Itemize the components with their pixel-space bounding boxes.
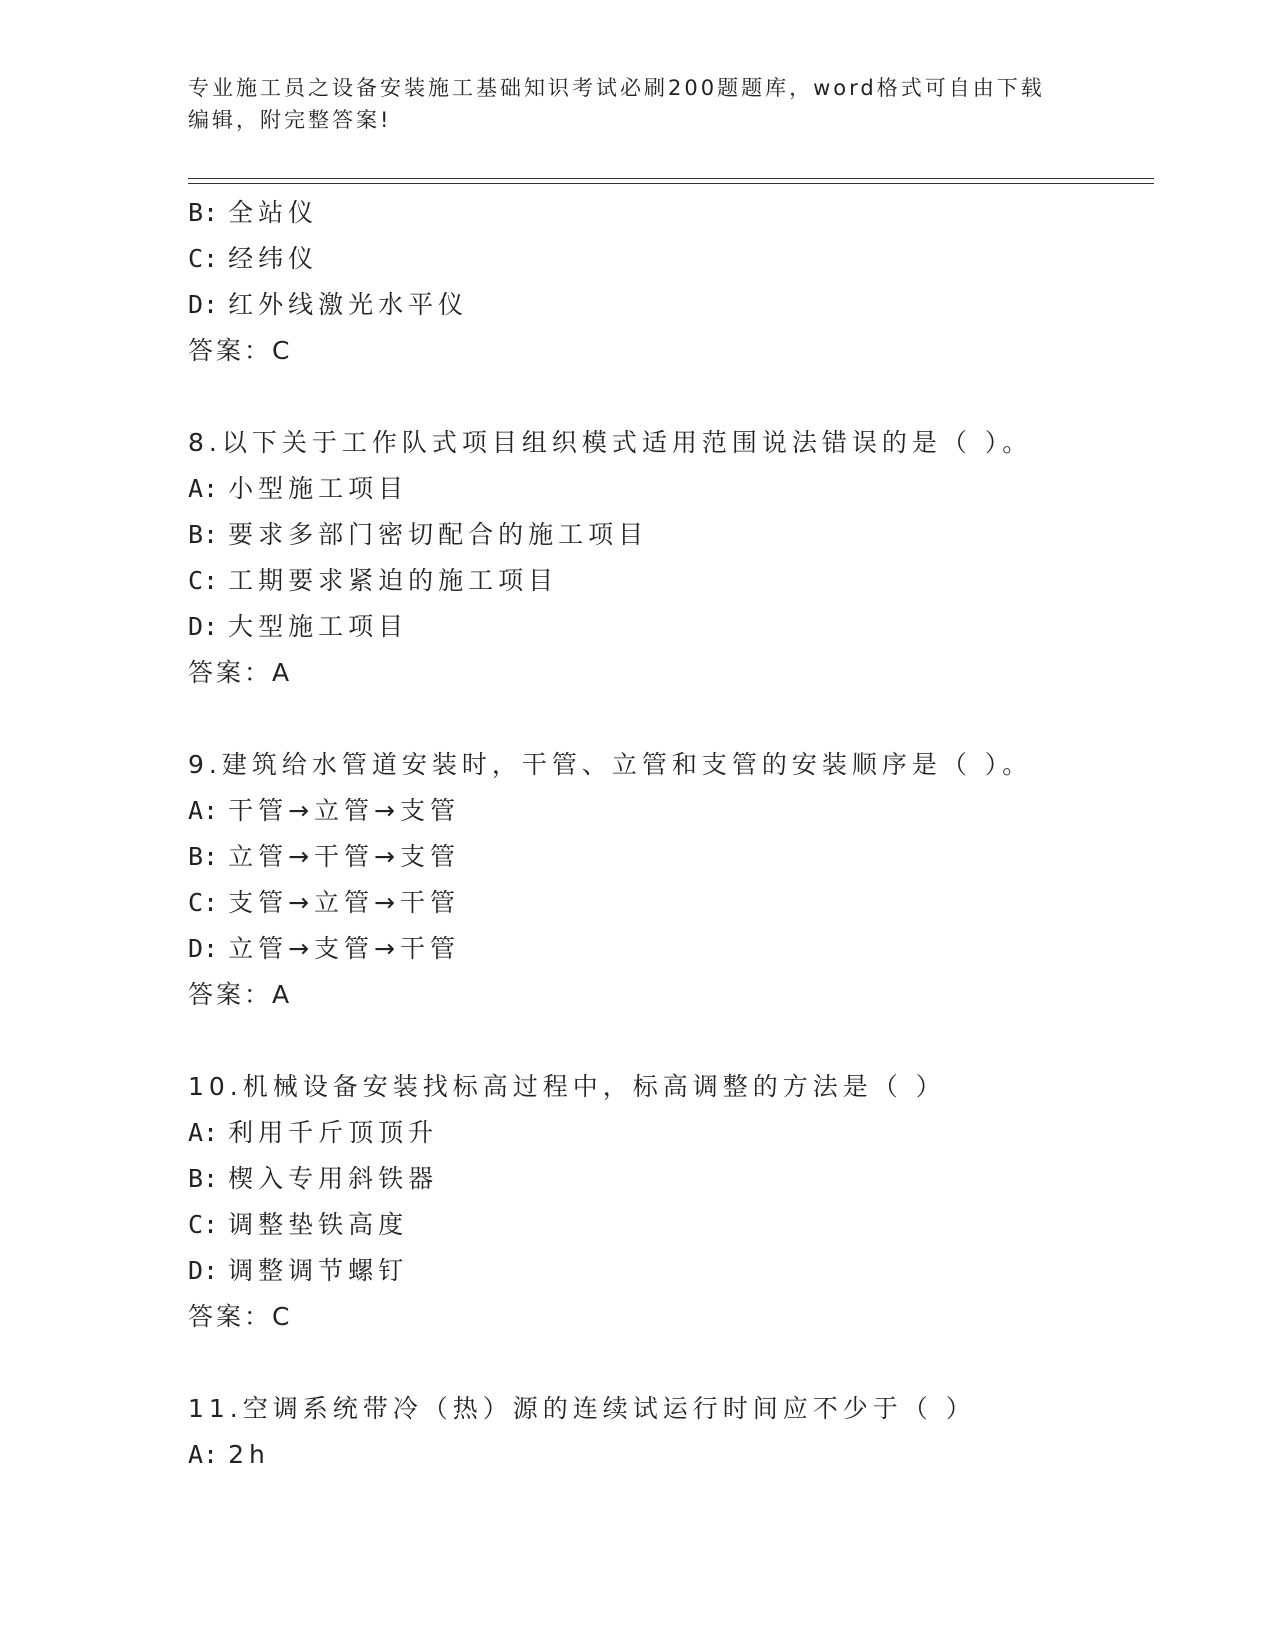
option-letter: B: [188, 198, 219, 227]
option-text: 楔入专用斜铁器 [228, 1164, 439, 1193]
option-d [188, 926, 1154, 972]
question-stem: 9.建筑给水管道安装时，干管、立管和支管的安装顺序是（ ）。 [188, 750, 1033, 779]
option-d [188, 282, 1154, 328]
answer: 答案：A [188, 980, 293, 1009]
option-text: 立管→干管→支管 [228, 842, 461, 871]
answer: 答案：C [188, 336, 293, 365]
header-divider-bottom [188, 183, 1154, 184]
option-c [188, 558, 1154, 604]
option-letter: C: [188, 244, 219, 273]
option-b [188, 1156, 1154, 1202]
option-letter: A: [188, 1118, 219, 1147]
option-text: 工期要求紧迫的施工项目 [228, 566, 559, 595]
option-letter: C: [188, 1210, 219, 1239]
option-a [188, 788, 1154, 834]
option-d [188, 604, 1154, 650]
option-text: 要求多部门密切配合的施工项目 [228, 520, 649, 549]
option-letter: C: [188, 888, 219, 917]
option-letter: D: [188, 1256, 219, 1285]
option-text: 2h [228, 1440, 270, 1469]
question-10 [188, 1064, 1154, 1340]
option-letter: B: [188, 520, 219, 549]
question-11 [188, 1386, 1154, 1478]
document-header [188, 72, 1088, 136]
option-a [188, 1432, 1154, 1478]
option-c [188, 1202, 1154, 1248]
option-text: 全站仪 [228, 198, 319, 227]
question-9 [188, 742, 1154, 1018]
option-text: 调整垫铁高度 [228, 1210, 409, 1239]
option-letter: D: [188, 290, 219, 319]
option-text: 大型施工项目 [228, 612, 409, 641]
header-divider-top [188, 178, 1154, 179]
option-d [188, 1248, 1154, 1294]
option-text: 利用千斤顶顶升 [228, 1118, 439, 1147]
option-c [188, 880, 1154, 926]
question-stem: 10.机械设备安装找标高过程中，标高调整的方法是（ ） [188, 1072, 946, 1101]
option-letter: A: [188, 796, 219, 825]
option-b [188, 190, 1154, 236]
option-letter: A: [188, 474, 219, 503]
option-letter: C: [188, 566, 219, 595]
option-a [188, 1110, 1154, 1156]
option-text: 调整调节螺钉 [228, 1256, 409, 1285]
option-letter: D: [188, 934, 219, 963]
option-letter: B: [188, 1164, 219, 1193]
header-line-2: 编辑，附完整答案! [188, 108, 392, 132]
question-8 [188, 420, 1154, 696]
option-text: 支管→立管→干管 [228, 888, 461, 917]
question-continued [188, 190, 1154, 374]
question-stem: 11.空调系统带冷（热）源的连续试运行时间应不少于（ ） [188, 1394, 976, 1423]
option-b [188, 512, 1154, 558]
option-text: 立管→支管→干管 [228, 934, 461, 963]
option-text: 干管→立管→支管 [228, 796, 461, 825]
option-letter: B: [188, 842, 219, 871]
option-a [188, 466, 1154, 512]
header-line-1: 专业施工员之设备安装施工基础知识考试必刷200题题库，word格式可自由下载 [188, 76, 1045, 100]
option-text: 小型施工项目 [228, 474, 409, 503]
answer: 答案：C [188, 1302, 293, 1331]
answer: 答案：A [188, 658, 293, 687]
option-c [188, 236, 1154, 282]
option-letter: A: [188, 1440, 219, 1469]
option-letter: D: [188, 612, 219, 641]
option-text: 经纬仪 [228, 244, 319, 273]
option-text: 红外线激光水平仪 [228, 290, 469, 319]
question-list [188, 190, 1154, 1478]
option-b [188, 834, 1154, 880]
question-stem: 8.以下关于工作队式项目组织模式适用范围说法错误的是（ ）。 [188, 428, 1033, 457]
